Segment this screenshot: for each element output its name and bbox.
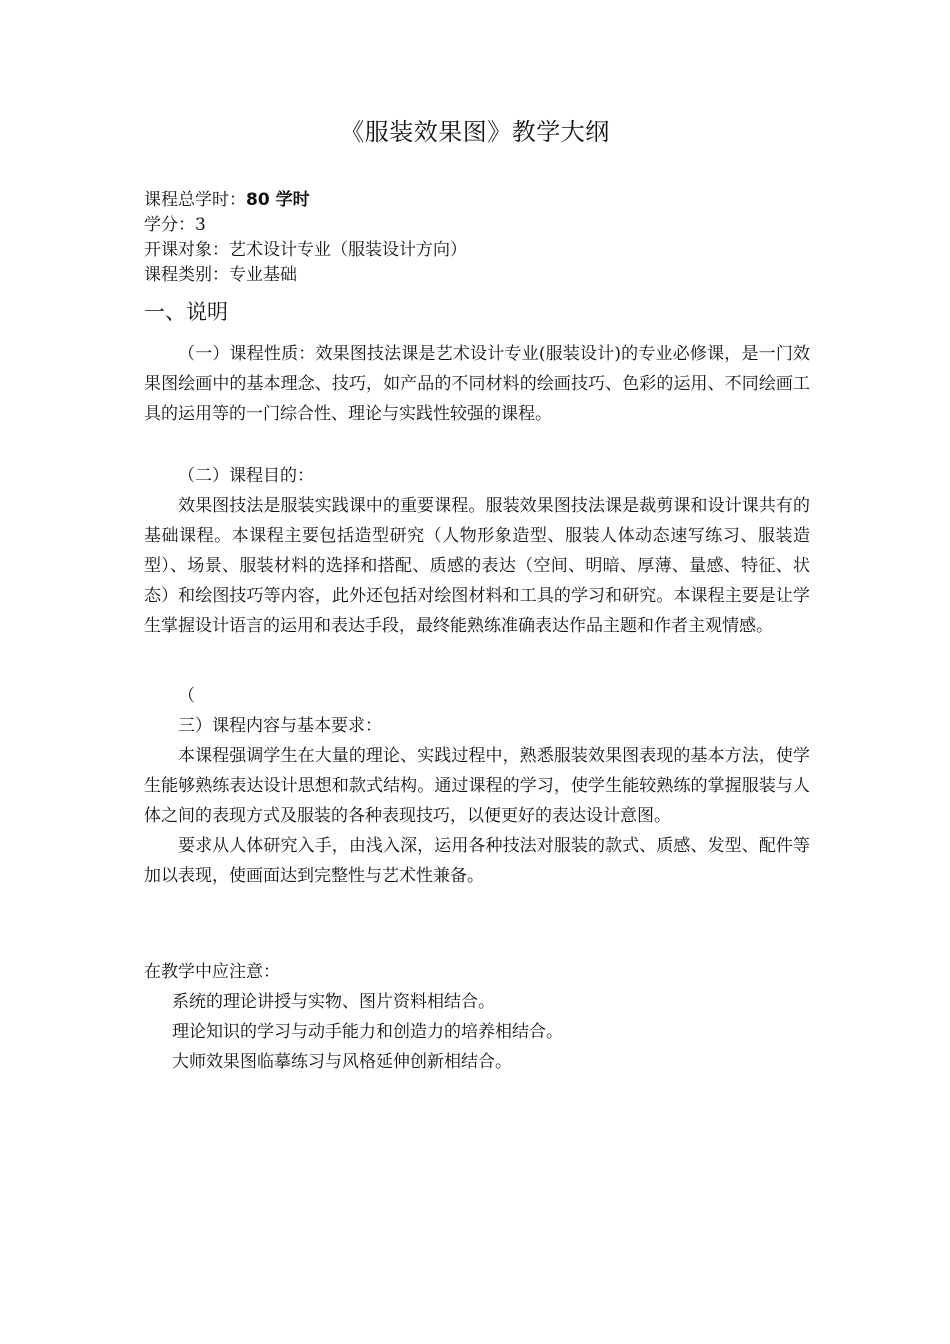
course-purpose-text: 效果图技法是服装实践课中的重要课程。服装效果图技法课是裁剪课和设计课共有的基础课程。本课程主要包括造型研究（人物形象造型、服装人体动态速写练习、服装造型）、场景、服装材料的选择和搭配、质感的表达（空间、明暗、厚薄、量感、特征、状态）和绘图技巧等内容，此外还包括对绘图材料和工具的学习和研究。本课程主要是让学生掌握设计语言的运用和表达手段，最终能熟练准确表达作品主题和作者主观情感。 — [144, 496, 810, 636]
document-title: 《服装效果图》教学大纲 — [340, 118, 610, 146]
teaching-notes-section — [144, 957, 810, 1077]
course-hours — [144, 188, 467, 213]
course-nature-text: （一）课程性质：效果图技法课是艺术设计专业(服装设计)的专业必修课，是一门效果图绘画中的基本理念、技巧，如产品的不同材料的绘画技巧、色彩的运用、不同绘画工具的运用等的一门综合性、理论与实践性较强的课程。 — [144, 344, 810, 424]
course-credits: 学分：3 — [144, 215, 206, 235]
course-content-heading: 三）课程内容与基本要求： — [178, 716, 382, 736]
teaching-note-item: 系统的理论讲授与实物、图片资料相结合。 — [172, 992, 495, 1012]
course-category: 课程类别：专业基础 — [144, 265, 297, 285]
course-purpose-section — [144, 461, 810, 641]
course-nature-section — [144, 339, 810, 429]
section-heading-explanation: 一、说明 — [144, 300, 228, 324]
teaching-note-item: 大师效果图临摹练习与风格延伸创新相结合。 — [172, 1052, 512, 1072]
course-content-text: 本课程强调学生在大量的理论、实践过程中，熟悉服装效果图表现的基本方法，使学生能够熟练表达设计思想和款式结构。通过课程的学习，使学生能较熟练的掌握服装与人体之间的表现方式及服装的各种表现技巧，以便更好的表达设计意图。 — [144, 746, 810, 826]
course-hours-label: 课程总学时： — [144, 190, 246, 210]
teaching-note-item: 理论知识的学习与动手能力和创造力的培养相结合。 — [172, 1022, 563, 1042]
course-requirement-text: 要求从人体研究入手，由浅入深，运用各种技法对服装的款式、质感、发型、配件等加以表现，使画面达到完整性与艺术性兼备。 — [144, 836, 810, 886]
course-content-section — [144, 681, 810, 891]
teaching-notes-heading: 在教学中应注意： — [144, 962, 280, 982]
course-hours-value: 80 学时 — [246, 190, 310, 210]
stray-parenthesis: （ — [178, 686, 195, 706]
course-purpose-heading: （二）课程目的： — [178, 466, 314, 486]
course-meta — [144, 188, 467, 288]
course-audience: 开课对象：艺术设计专业（服装设计方向） — [144, 240, 467, 260]
